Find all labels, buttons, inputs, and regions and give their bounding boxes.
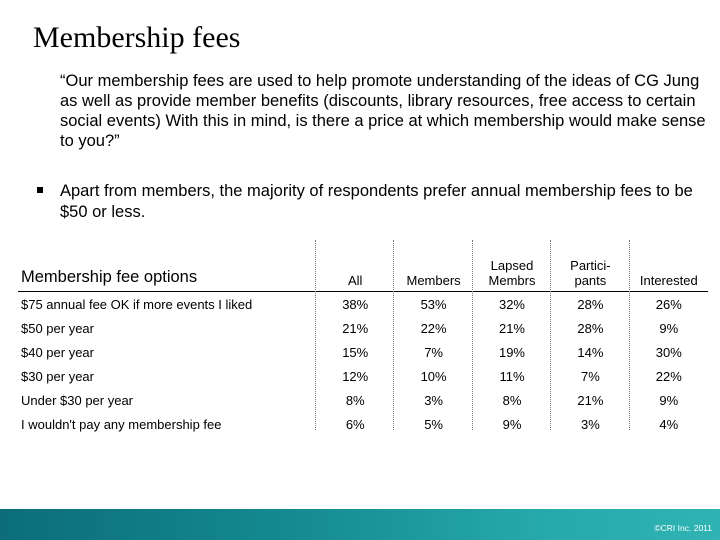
table-cell: 21% <box>577 392 604 408</box>
footer-bar <box>0 509 720 540</box>
table-cell: 53% <box>420 296 447 312</box>
row-label: $50 per year <box>21 320 94 336</box>
table-cell: 32% <box>498 296 525 312</box>
table-cell: 21% <box>342 320 369 336</box>
row-label: $30 per year <box>21 368 94 384</box>
table-cell: 28% <box>577 296 604 312</box>
column-header <box>473 240 551 292</box>
table-cell: 7% <box>580 368 600 384</box>
table-cell: 14% <box>577 344 604 360</box>
table-cell: 21% <box>498 320 525 336</box>
survey-question-quote: “Our membership fees are used to help promote understanding of the ideas of CG Jung as well as provide member benefits (discounts, library resources, free access to certain social events) With this in mind, is there a price at which membership would make sense to you?” <box>60 72 706 150</box>
row-label: $75 annual fee OK if more events I liked <box>21 296 253 312</box>
column-divider <box>393 240 394 430</box>
table-row <box>18 388 708 412</box>
column-header <box>551 240 629 292</box>
column-divider <box>315 240 316 430</box>
column-divider <box>550 240 551 430</box>
table-cell: 26% <box>655 296 682 312</box>
table-cell: 8% <box>345 392 365 408</box>
bullet-point <box>37 181 707 223</box>
table-row <box>18 412 708 436</box>
table-cell: 8% <box>502 392 522 408</box>
table-cell: 5% <box>424 416 443 432</box>
table-cell: 7% <box>424 344 443 360</box>
column-header <box>394 240 472 292</box>
table-cell: 3% <box>424 392 443 408</box>
table-body <box>18 292 708 437</box>
table-cell: 22% <box>655 368 682 384</box>
table-cell: 9% <box>659 320 679 336</box>
table-row <box>18 316 708 340</box>
column-header <box>630 240 708 292</box>
table-cell: 3% <box>580 416 600 432</box>
bullet-text: Apart from members, the majority of respondents prefer annual membership fees to be $50 or less. <box>60 182 693 221</box>
table-cell: 9% <box>502 416 522 432</box>
row-label: Under $30 per year <box>21 392 134 408</box>
table-cell: 9% <box>659 392 679 408</box>
table-cell: 19% <box>498 344 525 360</box>
table-row <box>18 292 708 317</box>
membership-fee-table <box>18 240 708 436</box>
table-header-row <box>18 240 708 292</box>
table-cell: 22% <box>420 320 447 336</box>
column-header-line2: Members <box>406 273 461 288</box>
table-cell: 38% <box>342 296 369 312</box>
column-header-line2: Interested <box>639 273 698 288</box>
copyright-text: ©CRI Inc. 2011 <box>654 523 712 533</box>
table-cell: 10% <box>420 368 447 384</box>
table-cell: 4% <box>659 416 679 432</box>
membership-fee-table-container <box>18 240 708 436</box>
column-header-line1: Lapsed <box>490 258 534 273</box>
column-divider <box>629 240 630 430</box>
row-label: $40 per year <box>21 344 94 360</box>
table-cell: 11% <box>499 368 525 384</box>
table-cell: 28% <box>577 320 604 336</box>
column-header-line2: All <box>347 273 363 288</box>
table-row <box>18 340 708 364</box>
table-row <box>18 364 708 388</box>
column-header-line2: Membrs <box>488 273 536 288</box>
column-header <box>316 240 394 292</box>
table-cell: 30% <box>655 344 682 360</box>
column-divider <box>472 240 473 430</box>
column-header-line1: Partici- <box>570 258 611 273</box>
table-cell: 6% <box>345 416 365 432</box>
square-bullet-icon <box>37 187 43 193</box>
table-cell: 12% <box>342 368 369 384</box>
column-header-line2: pants <box>574 273 607 288</box>
slide-title: Membership fees <box>33 21 241 54</box>
row-label: I wouldn't pay any membership fee <box>21 416 222 432</box>
options-column-header: Membership fee options <box>18 240 316 292</box>
table-cell: 15% <box>342 344 369 360</box>
